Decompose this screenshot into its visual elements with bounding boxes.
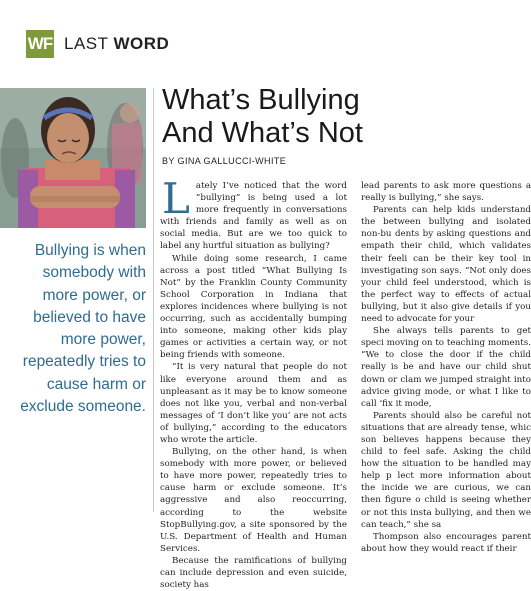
paragraph: While doing some research, I came across a post titled “What Bullying Is Not” by the Franklin County Community School Corporation in Indiana that explores incidences where bullying is not occurring, such as accidentally bumping into someone, making other kids play games or activities a certain way, or not being friends with someone. bbox=[160, 253, 347, 361]
paragraph: Because the ramifications of bullying can include depression and even suicide, society has bbox=[160, 555, 347, 591]
byline: BY GINA GALLUCCI-WHITE bbox=[162, 156, 287, 166]
section-label-light: LAST bbox=[64, 34, 109, 53]
pull-quote: Bullying is when somebody with more power, or believed to have more power, repeatedly tries to cause harm or exclude someone. bbox=[20, 242, 146, 416]
paragraph: Parents can help kids understand the between bullying and isolated non-bu dents by asking questions and empath their child, which validates their feeli can be their key tool in investigating son says. “Not only does your child feel understood, which is the perfect way to effects of actual bullying, but it also give details if you need to advocate for your bbox=[361, 205, 531, 325]
article-title-line-2: And What’s Not bbox=[162, 117, 363, 149]
paragraph: Thompson also encourages parent about how they would react if their bbox=[361, 531, 531, 554]
article-title bbox=[162, 84, 363, 150]
paragraph: lead parents to ask more questions a really is bullying,” she says. bbox=[361, 181, 531, 204]
paragraph: Parents should also be careful not situations that are already tense, whic son believes happens because they child to feel safe. Asking the child how the situation to be handled may help p lect more information about the incide we are curious, we can then figure o child is seeing whether or not this insta bullying, and then we can teach,” she sa bbox=[361, 410, 531, 530]
publication-logo: WF bbox=[26, 30, 54, 58]
section-label bbox=[64, 34, 169, 54]
paragraph: She always tells parents to get speci moving on to teaching moments. “We to close the door if the child really is be and have our child shut down or clam we jumped straight into advice giving mode, or what I like to call ‘fix it mode, bbox=[361, 326, 531, 409]
article-photo-illustration bbox=[0, 88, 146, 228]
column-divider bbox=[153, 88, 154, 512]
article-title-line-1: What’s Bullying bbox=[162, 84, 360, 116]
article-photo bbox=[0, 88, 146, 228]
paragraph: Bullying, on the other hand, is when somebody with more power, or believed to have more power, repeatedly tries to cause harm or exclude someone. It’s aggressive and also reoccurring, according to the website StopBullying.gov, a site sponsored by the U.S. Department of Health and Human Services. bbox=[160, 447, 347, 554]
paragraph-text: ately I’ve noticed that the word “bullying” is being used a lot more frequently in conversations with friends and family as well as on social media. But are we too quick to label any hurtful situation as bullying? bbox=[160, 181, 347, 252]
article-column-2 bbox=[361, 180, 531, 555]
paragraph: “It is very natural that people do not like everyone around them and as unpleasant as it may be to know someone does not like you, verbal and non-verbal messages of ‘I don’t like you’ are not acts of bullying,” according to the educators who wrote the article. bbox=[160, 362, 347, 445]
masthead bbox=[26, 30, 169, 58]
drop-cap: L bbox=[162, 174, 190, 223]
article-column-1 bbox=[160, 174, 347, 591]
section-label-bold: WORD bbox=[113, 34, 170, 53]
paragraph bbox=[160, 174, 347, 253]
